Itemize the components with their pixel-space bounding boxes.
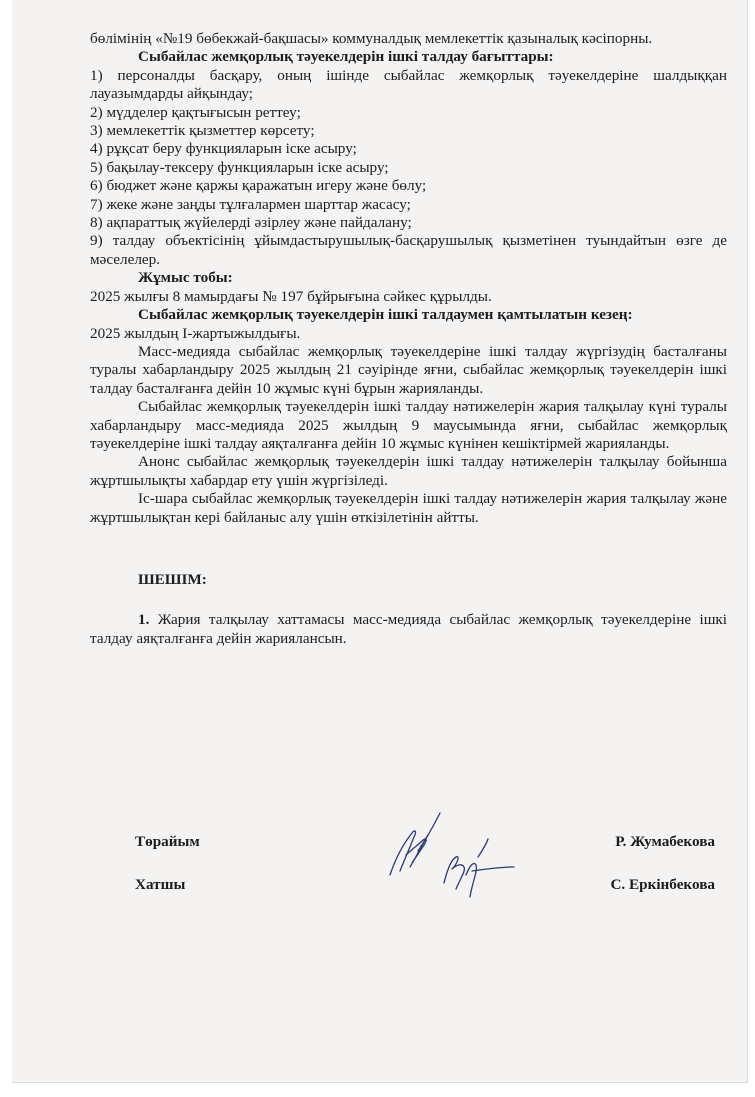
period-text: 2025 жылдың I-жартыжылдығы. <box>90 324 301 342</box>
directions-heading: Сыбайлас жемқорлық тәуекелдерін ішкі талдау бағыттары: <box>138 48 554 66</box>
document-page <box>12 0 748 1083</box>
list-item: 6) бюджет және қаржы қаражатын игеру және бөлу; <box>90 177 427 195</box>
list-item: 7) жеке және заңды тұлғалармен шарттар жасасу; <box>90 195 411 213</box>
event-paragraph: Іс-шара сыбайлас жемқорлық тәуекелдерін ішкі талдау нәтижелерін жария талқылау және жұртшылықтан кері байланыс алу үшін өткізілетінін айтты. <box>90 490 727 526</box>
list-item: 4) рұқсат беру функцияларын іске асыру; <box>90 140 357 158</box>
period-heading: Сыбайлас жемқорлық тәуекелдерін ішкі талдаумен қамтылатын кезең: <box>138 306 633 324</box>
decision-text: Жария талқылау хаттамасы масс-медияда сыбайлас жемқорлық тәуекелдеріне ішкі талдау аяқталғанға дейін жариялансын. <box>90 611 727 647</box>
list-item: 8) ақпараттық жүйелерді әзірлеу және пайдалану; <box>90 214 412 232</box>
resolution-title: ШЕШІМ: <box>138 570 207 588</box>
document-body <box>90 30 727 648</box>
working-group-text: 2025 жылғы 8 мамырдағы № 197 бұйрығына сәйкес құрылды. <box>90 287 492 305</box>
intro-line: бөлімінің «№19 бөбекжай-бақшасы» коммуналдық мемлекеттік қазыналық кәсіпорны. <box>90 30 653 47</box>
chair-role: Төрайым <box>135 833 200 850</box>
list-item: 5) бақылау-тексеру функцияларын іске асыру; <box>90 158 389 176</box>
working-group-heading: Жұмыс тобы: <box>138 269 233 287</box>
list-item: 9) талдау объектісінің ұйымдастырушылық-басқарушылық қызметінен туындайтын өзге де мәселелер. <box>90 232 727 268</box>
secretary-name: С. Еркінбекова <box>610 876 715 893</box>
chair-name: Р. Жумабекова <box>615 833 715 850</box>
announcement-start-paragraph: Масс-медияда сыбайлас жемқорлық тәуекелдеріне ішкі талдау жүргізудің басталғаны туралы хабарландыру 2025 жылдың 21 сәуірінде яғни, сыбайлас жемқорлық тәуекелдерін ішкі талдау басталғанға дейін 10 жұмыс күні бұрын жарияланды. <box>90 342 727 397</box>
list-item: 3) мемлекеттік қызметтер көрсету; <box>90 122 315 140</box>
decision-number: 1. <box>138 611 150 629</box>
anons-paragraph: Анонс сыбайлас жемқорлық тәуекелдерін ішкі талдау нәтижелерін талқылау бойынша жұртшылықты хабардар ету үшін жүргізіледі. <box>90 453 727 489</box>
decision-item <box>90 611 727 648</box>
directions-list <box>90 67 727 269</box>
list-item: 1) персоналды басқару, оның ішінде сыбайлас жемқорлық тәуекелдеріне шалдыққан лауазымдарды айқындау; <box>90 66 727 103</box>
secretary-role: Хатшы <box>135 876 186 893</box>
handwritten-signature <box>382 805 522 905</box>
list-item: 2) мүдделер қақтығысын реттеу; <box>90 103 301 121</box>
announcement-results-paragraph: Сыбайлас жемқорлық тәуекелдерін ішкі талдау нәтижелерін жария талқылау күні туралы хабарландыру масс-медияда 2025 жылдың 9 маусымында яғни, сыбайлас жемқорлық тәуекелдеріне ішкі талдау аяқталғанға дейін 10 жұмыс күнінен кешіктірмей жарияланды. <box>90 398 727 452</box>
